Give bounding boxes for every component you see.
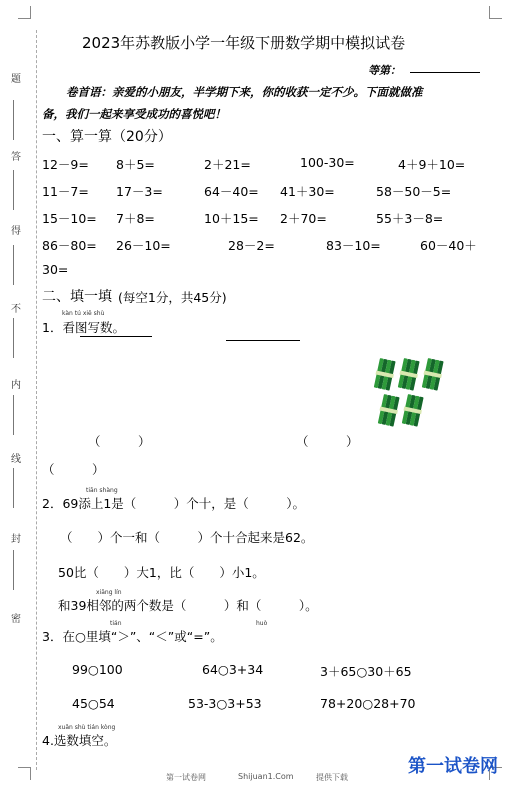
problem: 2＋70= <box>280 211 327 226</box>
answer-blank[interactable]: （ ） <box>88 434 151 449</box>
problem: 28－2= <box>228 238 275 253</box>
section-heading: 二、填一填 <box>42 289 112 305</box>
compare-item: 64○3+34 <box>202 662 264 677</box>
margin-char: 不 <box>11 304 21 315</box>
compare-item: 3＋65○30＋65 <box>320 664 412 679</box>
crop-mark <box>18 6 31 19</box>
margin-char: 内 <box>11 380 21 391</box>
margin-char: 封 <box>11 534 21 545</box>
answer-line[interactable] <box>226 340 300 341</box>
score-blank[interactable] <box>410 72 480 73</box>
crop-mark <box>18 767 31 780</box>
problem: 2＋21= <box>204 157 251 172</box>
compare-item: 53-3○3+53 <box>188 696 262 711</box>
section-score: (每空1分，共45分) <box>118 290 227 305</box>
intro-line: 备，我们一起来享受成功的喜悦吧！ <box>42 107 226 121</box>
answer-blank[interactable]: （ ） <box>296 434 359 449</box>
problem: 64－40= <box>204 184 259 199</box>
pinyin: xuǎn shù tián kòng <box>58 724 116 731</box>
problem: 55＋3－8= <box>376 211 444 226</box>
pinyin: xiāng lín <box>96 589 122 596</box>
crop-mark <box>489 6 502 19</box>
problem: 83－10= <box>326 238 381 253</box>
brand-logo: 第一试卷网 <box>408 756 498 777</box>
margin-dash <box>13 395 14 435</box>
problem: 30= <box>42 262 69 277</box>
question: 1．看图写数。 <box>42 320 125 335</box>
intro-line: 卷首语：亲爱的小朋友，半学期下来，你的收获一定不少。下面就做准 <box>66 85 423 99</box>
stick-bundle <box>421 358 445 391</box>
compare-item: 99○100 <box>72 662 123 677</box>
footer-right: 提供下载 <box>316 773 348 782</box>
margin-dash <box>13 170 14 210</box>
margin-dash <box>13 318 14 358</box>
margin-dash <box>13 550 14 590</box>
problem: 60－40＋ <box>420 238 477 253</box>
stick-bundle <box>373 358 397 391</box>
pinyin: kàn tú xiě shù <box>62 310 105 317</box>
stick-bundle <box>401 394 425 427</box>
problem: 7＋8= <box>116 211 155 226</box>
margin-char: 线 <box>11 454 21 465</box>
pinyin: huò <box>256 620 268 627</box>
underline <box>80 336 152 337</box>
margin-dash <box>13 468 14 508</box>
stick-bundle <box>397 358 421 391</box>
section-heading: 一、算一算（20分） <box>42 129 172 145</box>
margin-dash <box>13 245 14 285</box>
margin-dash <box>13 100 14 140</box>
problem: 17－3= <box>116 184 163 199</box>
problem: 11－7= <box>42 184 89 199</box>
question: 2．69添上1是（ ）个十，是（ ）。 <box>42 496 306 511</box>
problem: 12－9= <box>42 157 89 172</box>
margin-char: 题 <box>11 74 21 85</box>
problem: 15－10= <box>42 211 97 226</box>
question: 3．在○里填“＞”、“＜”或“=”。 <box>42 629 223 644</box>
question: 4.选数填空。 <box>42 733 117 748</box>
answer-blank[interactable]: （ ） <box>42 462 105 477</box>
problem: 8＋5= <box>116 157 155 172</box>
problem: 86－80= <box>42 238 97 253</box>
question: （ ）个一和（ ）个十合起来是62。 <box>60 530 314 545</box>
footer-mid: Shijuan1.Com <box>238 772 294 781</box>
compare-item: 78+20○28+70 <box>320 696 416 711</box>
margin-char: 得 <box>11 226 21 237</box>
problem: 4＋9＋10= <box>398 157 466 172</box>
footer-left: 第一试卷网 <box>166 773 206 782</box>
margin-char: 答 <box>11 152 21 163</box>
problem: 26－10= <box>116 238 171 253</box>
problem: 100-30= <box>300 155 355 170</box>
problem: 10＋15= <box>204 211 259 226</box>
stick-bundle <box>377 394 401 427</box>
pinyin: tiān shàng <box>86 487 118 494</box>
stick-bundles-image <box>370 352 460 432</box>
question: 和39相邻的两个数是（ ）和（ ）。 <box>58 598 318 613</box>
problem: 58－50－5= <box>376 184 452 199</box>
compare-item: 45○54 <box>72 696 115 711</box>
question: 50比（ ）大1，比（ ）小1。 <box>58 565 265 580</box>
pinyin: tián <box>110 620 122 627</box>
problem: 41＋30= <box>280 184 335 199</box>
margin-char: 密 <box>11 614 21 625</box>
binding-line <box>36 30 37 770</box>
page-title: 2023年苏教版小学一年级下册数学期中模拟试卷 <box>82 34 406 52</box>
score-label: 等第： <box>368 64 401 77</box>
